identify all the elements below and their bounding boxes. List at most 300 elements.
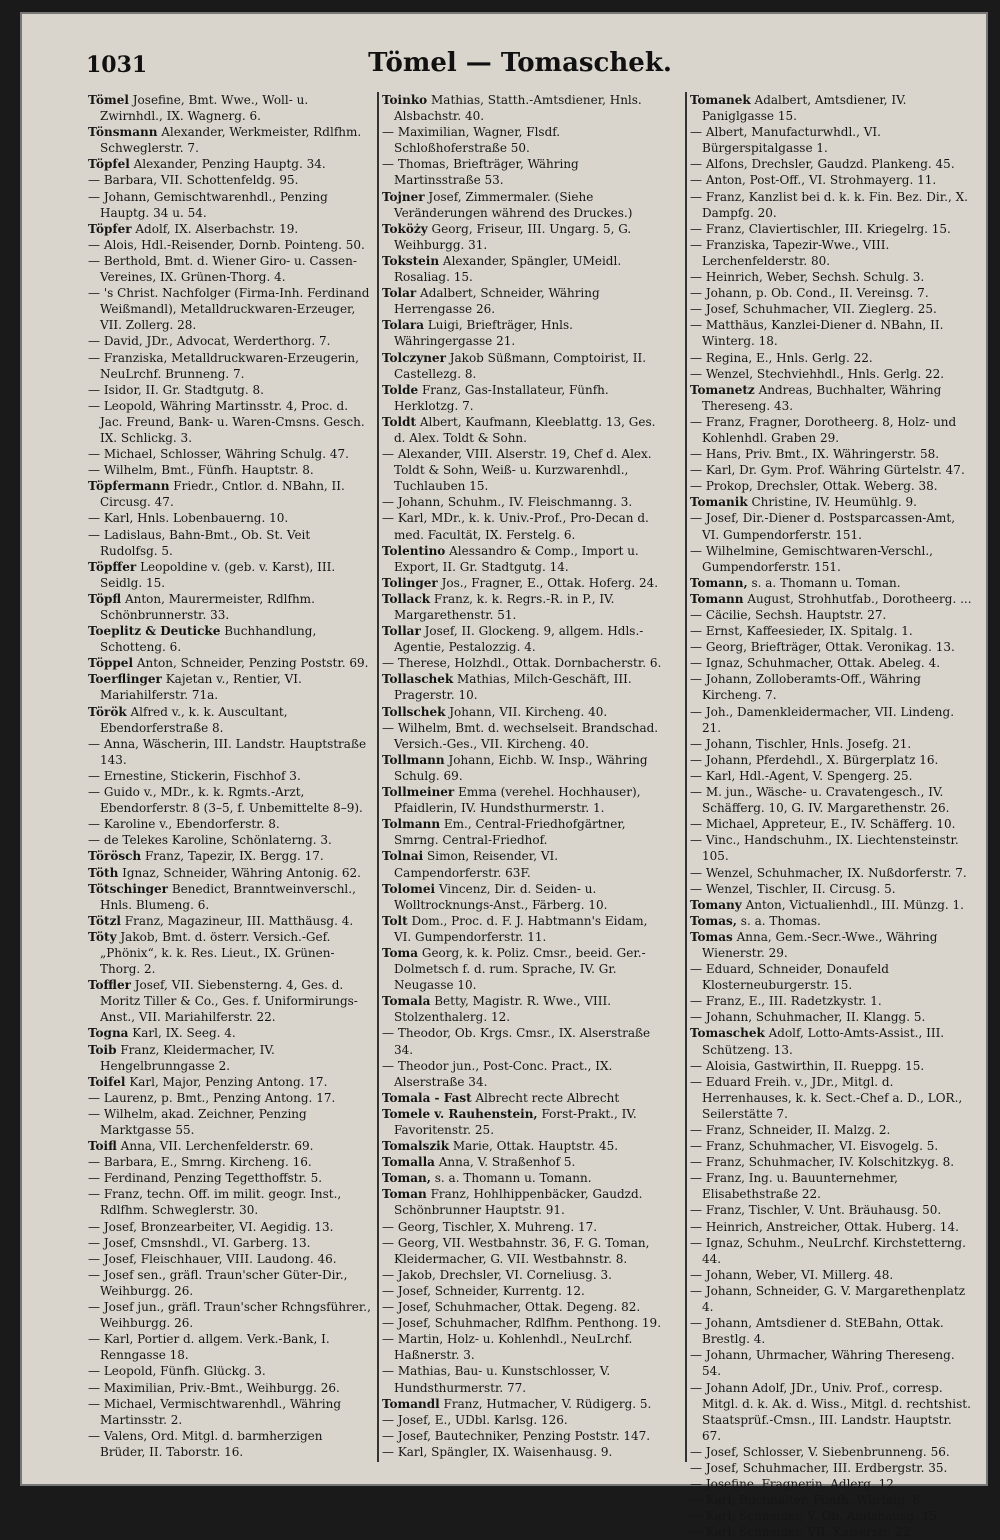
directory-entry [382,317,665,349]
entry-text: — Alexander, VIII. Alserstr. 19, Chef d. Alex. Toldt & Sohn, Weiß- u. Kurzwarenhdl., Tuchlauben 15. [382,447,652,494]
directory-entry [690,301,973,317]
directory-entry [88,929,371,977]
directory-entry [690,1170,973,1202]
entry-text: — Maximilian, Wagner, Flsdf. Schloßhoferstraße 50. [382,125,561,156]
directory-entry [690,221,973,237]
directory-entry [88,1331,371,1363]
directory-entry [690,414,973,446]
entry-text: Ignaz, Schneider, Währing Antonig. 62. [122,865,361,880]
directory-entry [690,816,973,832]
entry-text: — Josef, Schuhmacher, III. Erdbergstr. 35. [690,1460,948,1475]
column-rule [685,92,687,1462]
entry-text: — Berthold, Bmt. d. Wiener Giro- u. Cassen-Vereines, IX. Grünen-Thorg. 4. [88,253,357,285]
entry-text: Forst-Prakt., IV. Favoritenstr. 25. [394,1106,637,1137]
entry-text: Marie, Ottak. Hauptstr. 45. [452,1139,619,1154]
entry-headword: Töpffer [88,559,137,574]
entry-text: — Johann, Pferdehdl., X. Bürgerplatz 16. [690,752,939,767]
entry-text: — Cäcilie, Sechsh. Hauptstr. 27. [690,608,887,622]
directory-entry [690,768,973,784]
entry-text: — Karl, Schneider, V. Ob. Amtshausg. 15. [690,1509,941,1524]
entry-text: — Regina, E., Hnls. Gerlg. 22. [690,350,873,365]
entry-text: — Franziska, Metalldruckwaren-Erzeugerin, NeuLrchf. Brunneng. 7. [88,350,359,381]
directory-entry [382,1058,665,1090]
entry-text: — Johann, Schneider, G. V. Margarethenplatz 4. [690,1283,966,1315]
entry-text: — Martin, Holz- u. Kohlenhdl., NeuLrchf. Haßnerstr. 3. [382,1332,633,1363]
entry-text: Alexander, Werkmeister, Rdlfhm. Schweglerstr. 7. [100,125,362,156]
directory-column-2 [382,92,665,1460]
directory-entry [88,1170,371,1186]
entry-text: — Michael, Schlosser, Währing Schulg. 47. [88,447,349,462]
directory-entry [382,945,665,993]
entry-headword: Tomandl [382,1396,440,1411]
entry-headword: Tomele v. Rauhenstein, [382,1106,538,1121]
directory-entry [690,623,973,639]
entry-text: — Josef, E., UDbl. Karlsg. 126. [382,1412,568,1427]
entry-text: Simon, Reisender, VI. Campendorferstr. 63F. [394,849,559,880]
entry-headword: Töth [88,865,119,880]
directory-entry [88,848,371,864]
directory-entry [382,1106,665,1138]
page-number: 1031 [86,52,148,78]
entry-text: — Georg, Tischler, X. Muhreng. 17. [382,1219,598,1234]
entry-text: — Wilhelmine, Gemischtwaren-Verschl., Gumpendorferstr. 151. [690,543,933,574]
directory-entry [382,285,665,317]
entry-text: — Ignaz, Schuhm., NeuLrchf. Kirchstetterng. 44. [690,1235,966,1266]
entry-text: — Michael, Vermischtwarenhdl., Währing Martinsstr. 2. [88,1396,342,1427]
entry-text: — Franz, Schneider, II. Malzg. 2. [690,1123,891,1137]
entry-headword: Törösch [88,849,142,864]
entry-text: — Franziska, Tapezir-Wwe., VIII. Lerchenfelderstr. 80. [690,237,890,268]
entry-text: — Karl, Buchhalter, Fünfh. Würfelg. 6. [690,1493,924,1508]
entry-text: — Franz, Kanzlist bei d. k. k. Fin. Bez. Dir., X. Dampfg. 20. [690,189,968,220]
directory-entry [88,1074,371,1090]
entry-text: — Barbara, E., Smrng. Kircheng. 16. [88,1155,312,1170]
directory-entry [690,1476,973,1492]
entry-text: — Wenzel, Stechviehhdl., Hnls. Gerlg. 22. [690,366,945,381]
directory-entry [88,333,371,349]
entry-headword: Tojner [382,189,425,204]
entry-text: s. a. Thomann u. Toman. [751,575,901,590]
directory-entry [382,221,665,253]
directory-entry [690,639,973,655]
directory-entry [690,1058,973,1074]
entry-text: Karl, IX. Seeg. 4. [132,1026,236,1041]
entry-text: — Albert, Manufacturwhdl., VI. Bürgerspitalgasse 1. [690,125,881,156]
entry-text: — Wenzel, Tischler, II. Circusg. 5. [690,881,896,896]
directory-entry [690,189,973,221]
entry-text: Friedr., Cntlor. d. NBahn, II. Circusg. 47. [100,479,345,510]
directory-entry [382,92,665,124]
directory-entry [690,736,973,752]
entry-text: — Johann Adolf, JDr., Univ. Prof., corresp. Mitgl. d. k. Ak. d. Wiss., Mitgl. d. rechtshist. Staatsprüf.-Cmsn., III. Landstr. Hauptstr. 67. [690,1380,971,1443]
entry-text: Alexander, Spängler, UMeidl. Rosaliag. 15. [394,253,622,285]
entry-headword: Tomas [690,929,733,944]
entry-headword: Toib [88,1042,117,1057]
entry-text: Josef, VII. Siebensterng. 4, Ges. d. Moritz Tiller & Co., Ges. f. Uniformirungs-Anst., VII. Mariahilferstr. 22. [100,978,358,1025]
directory-entry [88,655,371,671]
directory-entry [382,382,665,414]
directory-entry [690,172,973,188]
entry-text: — Matthäus, Kanzlei-Diener d. NBahn, II. Winterg. 18. [690,318,944,349]
entry-text: Christine, IV. Heumühlg. 9. [751,495,917,510]
entry-text: Vincenz, Dir. d. Seiden- u. Wolltrocknungs-Anst., Färberg. 10. [394,881,608,912]
directory-entry [690,510,973,542]
entry-text: Georg, k. k. Poliz. Cmsr., beeid. Ger.-Dolmetsch f. d. rum. Sprache, IV. Gr. Neugasse 10. [394,945,646,993]
entry-text: — Josef, Bautechniker, Penzing Poststr. 147. [382,1428,651,1443]
entry-text: — Josef, Schuhmacher, VII. Zieglerg. 25. [690,302,937,317]
directory-column-3 [690,92,973,1540]
directory-entry [382,993,665,1025]
entry-text: — Karl, Schneider, VII. Kaiserstr. 22. [690,1525,915,1540]
entry-headword: Tokstein [382,253,440,268]
directory-entry [382,848,665,880]
entry-headword: Toffler [88,978,131,993]
entry-text: Johann, Eichb. W. Insp., Währing Schulg. 69. [394,752,648,783]
directory-entry [88,865,371,881]
entry-text: — Franz, techn. Off. im milit. geogr. Inst., Rdlfhm. Schweglerstr. 30. [88,1187,342,1218]
directory-entry [88,1396,371,1428]
directory-entry [382,881,665,913]
directory-entry [382,156,665,188]
directory-entry [88,768,371,784]
entry-headword: Tolara [382,318,424,333]
directory-entry [382,446,665,494]
entry-text: — Wilhelm, Bmt. d. wechselseit. Brandschad. Versich.-Ges., VII. Kircheng. 40. [382,720,659,751]
entry-headword: Töpfer [88,221,132,236]
entry-text: — Franz, E., III. Radetzkystr. 1. [690,994,882,1009]
entry-text: Albrecht recte Albrecht [475,1090,620,1105]
directory-entry [382,1186,665,1218]
directory-entry [88,156,371,172]
entry-headword: Tomanik [690,495,748,510]
entry-headword: Toman [382,1187,427,1202]
entry-text: s. a. Thomann u. Tomann. [434,1171,592,1186]
directory-entry [382,1299,665,1315]
entry-text: Alfred v., k. k. Auscultant, Ebendorferstraße 8. [100,704,288,735]
directory-entry [382,124,665,156]
entry-headword: Tollmann [382,752,445,767]
entry-text: — Isidor, II. Gr. Stadtgutg. 8. [88,382,264,397]
directory-entry [88,478,371,510]
entry-text: Benedict, Branntweinverschl., Hnls. Blumeng. 6. [100,881,356,912]
entry-headword: Toeplitz & Deuticke [88,624,221,639]
entry-text: Jakob, Bmt. d. österr. Versich.-Gef. „Phönix“, k. k. Res. Lieut., IX. Grünen-Thorg. 2. [100,929,335,977]
entry-text: Andreas, Buchhalter, Währing Thereseng. 43. [702,382,942,413]
directory-entry [382,1283,665,1299]
directory-entry [690,897,973,913]
entry-text: — Josef sen., gräfl. Traun'scher Güter-Dir., Weihburgg. 26. [88,1267,348,1298]
entry-headword: Tolar [382,286,417,301]
directory-entry [382,1363,665,1395]
directory-entry [88,398,371,446]
directory-entry [382,591,665,623]
entry-text: — Heinrich, Anstreicher, Ottak. Huberg. 14. [690,1219,959,1234]
directory-entry [88,1235,371,1251]
entry-headword: Tömel [88,93,129,107]
directory-entry [382,1025,665,1057]
entry-headword: Töty [88,929,117,944]
directory-entry [690,961,973,993]
directory-entry [88,671,371,703]
entry-text: Franz, Hutmacher, V. Rüdigerg. 5. [443,1396,652,1411]
entry-text: — Theodor, Ob. Krgs. Cmsr., IX. Alserstraße 34. [382,1026,651,1057]
entry-text: — Johann, Gemischtwarenhdl., Penzing Hauptg. 34 u. 54. [88,189,328,220]
entry-text: — Barbara, VII. Schottenfeldg. 95. [88,173,299,188]
directory-entry [690,1508,973,1524]
entry-text: — de Telekes Karoline, Schönlaterng. 3. [88,833,332,848]
directory-entry [382,623,665,655]
entry-text: — Johann, p. Ob. Cond., II. Vereinsg. 7. [690,286,929,301]
entry-headword: Toköży [382,221,428,236]
entry-text: — Eduard, Schneider, Donaufeld Klosterneuburgerstr. 15. [690,962,889,993]
entry-text: — Hans, Priv. Bmt., IX. Währingerstr. 58. [690,447,940,462]
column-rule [377,92,379,1462]
entry-text: — Michael, Appreteur, E., IV. Schäfferg. 10. [690,817,956,832]
directory-entry [382,784,665,816]
entry-text: Johann, VII. Kircheng. 40. [449,704,608,719]
directory-entry [382,1154,665,1170]
entry-text: Adalbert, Amtsdiener, IV. Paniglgasse 15. [702,93,907,124]
entry-headword: Török [88,704,127,719]
directory-entry [382,1090,665,1106]
entry-text: — Franz, Schuhmacher, IV. Kolschitzkyg. 8. [690,1155,955,1170]
directory-entry [690,317,973,349]
entry-headword: Toerflinger [88,672,162,687]
directory-entry [88,1138,371,1154]
directory-entry [88,1090,371,1106]
entry-text: — 's Christ. Nachfolger (Firma-Inh. Ferdinand Weißmandl), Metalldruckwaren-Erzeuger, VII. Zollerg. 28. [88,286,370,333]
entry-text: Jos., Fragner, E., Ottak. Hoferg. 24. [441,575,659,590]
entry-text: — Josef, Schneider, Kurrentg. 12. [382,1283,585,1298]
entry-headword: Tomas, [690,913,737,928]
entry-text: — Josef, Cmsnshdl., VI. Garberg. 13. [88,1235,311,1250]
directory-entry [690,92,973,124]
directory-entry [382,704,665,720]
directory-entry [88,462,371,478]
entry-text: — Josef jun., gräfl. Traun'scher Rchngsführer., Weihburgg. 26. [88,1300,371,1331]
directory-entry [382,1315,665,1331]
entry-text: — Johann, Amtsdiener d. StEBahn, Ottak. Brestlg. 4. [690,1316,944,1347]
directory-entry [88,446,371,462]
entry-headword: Tönsmann [88,125,158,140]
entry-text: — Wilhelm, akad. Zeichner, Penzing Marktgasse 55. [88,1106,307,1137]
directory-entry [88,559,371,591]
directory-entry [88,1428,371,1460]
entry-headword: Töppel [88,656,133,671]
entry-text: — Maximilian, Priv.-Bmt., Weihburgg. 26. [88,1380,340,1395]
directory-entry [690,285,973,301]
entry-headword: Tomalszik [382,1139,450,1154]
directory-entry [88,1219,371,1235]
entry-text: — Prokop, Drechsler, Ottak. Weberg. 38. [690,479,938,494]
entry-headword: Tollack [382,591,431,606]
directory-entry [382,414,665,446]
directory-entry [382,1170,665,1186]
directory-entry [382,543,665,575]
directory-entry [88,1380,371,1396]
entry-headword: Tomalla [382,1155,435,1170]
entry-text: — Johann, Schuhm., IV. Fleischmanng. 3. [382,495,633,510]
directory-entry [88,704,371,736]
entry-text: Franz, Tapezir, IX. Bergg. 17. [144,849,324,864]
entry-headword: Tollar [382,624,421,639]
directory-entry [88,172,371,188]
entry-text: Anton, Maurermeister, Rdlfhm. Schönbrunnerstr. 33. [100,591,315,622]
directory-entry [88,913,371,929]
directory-entry [690,1219,973,1235]
directory-entry [690,1138,973,1154]
directory-entry [690,1122,973,1138]
directory-entry [690,575,973,591]
directory-entry [382,752,665,784]
directory-entry [690,1492,973,1508]
entry-headword: Tomann [690,591,744,606]
directory-entry [88,1363,371,1379]
entry-headword: Tolnai [382,849,424,864]
directory-entry [382,1444,665,1460]
directory-entry [690,1025,973,1057]
entry-headword: Toma [382,945,419,960]
entry-text: Josefine, Bmt. Wwe., Woll- u. Zwirnhdl., IX. Wagnerg. 6. [100,93,309,124]
directory-entry [690,591,973,607]
entry-headword: Tomala [382,994,431,1009]
directory-entry [690,865,973,881]
directory-entry [88,510,371,526]
directory-entry [88,1251,371,1267]
directory-entry [690,1074,973,1122]
entry-text: Mathias, Milch-Geschäft, III. Pragerstr. 10. [394,672,632,703]
entry-headword: Toifl [88,1139,117,1154]
directory-entry [382,671,665,703]
entry-text: — Josef, Schuhmacher, Ottak. Degeng. 82. [382,1300,641,1315]
entry-text: — Karl, Portier d. allgem. Verk.-Bank, I. Renngasse 18. [88,1332,330,1363]
directory-entry [382,1331,665,1363]
directory-entry [690,124,973,156]
entry-text: Em., Central-Friedhofgärtner, Smrng. Central-Friedhof. [394,817,626,848]
entry-text: Anna, VII. Lerchenfelderstr. 69. [120,1139,314,1154]
entry-text: — Vinc., Handschuhm., IX. Liechtensteinstr. 105. [690,833,959,864]
entry-text: — Karl, Hnls. Lobenbauerng. 10. [88,511,289,526]
entry-text: Anna, V. Straßenhof 5. [438,1155,576,1170]
entry-text: — Therese, Holzhdl., Ottak. Dornbacherstr. 6. [382,656,662,671]
entry-text: Mathias, Statth.-Amtsdiener, Hnls. Alsbachstr. 40. [394,93,642,124]
directory-entry [88,623,371,655]
entry-headword: Tomaschek [690,1026,765,1041]
entry-headword: Tötzl [88,913,121,928]
entry-text: — Heinrich, Weber, Sechsh. Schulg. 3. [690,270,925,285]
entry-text: Franz, Kleidermacher, IV. Hengelbrunngasse 2. [100,1042,275,1073]
entry-text: Karl, Major, Penzing Antong. 17. [129,1074,328,1089]
entry-text: — Alois, Hdl.-Reisender, Dornb. Pointeng. 50. [88,237,365,252]
entry-headword: Tolczyner [382,350,446,365]
entry-text: — Karl, Dr. Gym. Prof. Währing Gürtelstr. 47. [690,463,965,478]
directory-entry [382,1428,665,1444]
directory-entry [690,881,973,897]
entry-text: Alexander, Penzing Hauptg. 34. [133,157,326,172]
directory-entry [690,1202,973,1218]
directory-entry [690,237,973,269]
entry-text: — Joh., Damenkleidermacher, VII. Lindeng. 21. [690,704,955,735]
directory-entry [690,269,973,285]
directory-entry [690,1444,973,1460]
directory-entry [382,655,665,671]
directory-entry [690,1315,973,1347]
entry-text: — Wenzel, Schuhmacher, IX. Nußdorferstr. 7. [690,865,967,880]
running-head: Tömel — Tomaschek. [368,48,672,78]
directory-entry [690,1460,973,1476]
entry-text: August, Strohhutfab., Dorotheerg. ... [747,591,972,606]
entry-text: — Mathias, Bau- u. Kunstschlosser, V. Hundsthurmerstr. 77. [382,1364,611,1395]
entry-text: Jakob Süßmann, Comptoirist, II. Castellezg. 8. [394,350,647,381]
directory-entry [382,720,665,752]
directory-entry [88,1106,371,1138]
directory-entry [382,1267,665,1283]
directory-entry [690,1154,973,1170]
entry-text: — Anton, Post-Off., VI. Strohmayerg. 11. [690,173,937,188]
directory-entry [88,1154,371,1170]
directory-entry [690,1009,973,1025]
entry-text: — M. jun., Wäsche- u. Cravatengesch., IV. Schäfferg. 10, G. IV. Margarethenstr. 26. [690,785,950,816]
directory-entry [382,350,665,382]
entry-text: Adolf, Lotto-Amts-Assist., III. Schützeng. 13. [702,1026,945,1057]
entry-text: — Leopold, Währing Martinsstr. 4, Proc. d. Jac. Freund, Bank- u. Waren-Cmsns. Gesch. IX. Schlickg. 3. [88,398,365,445]
directory-entry [690,993,973,1009]
entry-text: — Josefine, Fragnerin, Adlerg. 12. [690,1477,898,1492]
directory-entry [382,1219,665,1235]
directory-entry [690,478,973,494]
entry-text: — Theodor jun., Post-Conc. Pract., IX. Alserstraße 34. [382,1058,613,1089]
entry-text: — Karl, MDr., k. k. Univ.-Prof., Pro-Decan d. med. Facultät, IX. Ferstelg. 6. [382,511,649,542]
directory-entry [690,462,973,478]
directory-entry [88,977,371,1025]
entry-text: Luigi, Briefträger, Hnls. Währingergasse 21. [394,318,573,349]
entry-headword: Tomany [690,897,742,912]
entry-headword: Togna [88,1026,129,1041]
directory-entry [382,1396,665,1412]
entry-text: — Josef, Bronzearbeiter, VI. Aegidig. 13. [88,1219,334,1234]
entry-text: Buchhandlung, Schotteng. 6. [100,624,317,655]
entry-text: — Wilhelm, Bmt., Fünfh. Hauptstr. 8. [88,463,314,478]
entry-text: Kajetan v., Rentier, VI. Mariahilferstr. 71a. [100,672,302,703]
directory-entry [382,816,665,848]
entry-text: — Ernst, Kaffeesieder, IX. Spitalg. 1. [690,624,913,639]
entry-text: — Josef, Schlosser, V. Siebenbrunneng. 56. [690,1444,950,1459]
entry-text: — Valens, Ord. Mitgl. d. barmherzigen Brüder, II. Taborstr. 16. [88,1428,323,1459]
entry-headword: Toldt [382,414,417,429]
entry-text: — Josef, Schuhmacher, Rdlfhm. Penthong. 19. [382,1316,662,1331]
entry-text: Franz, Magazineur, III. Matthäusg. 4. [124,913,354,928]
entry-headword: Toinko [382,93,428,107]
entry-text: Josef, II. Glockeng. 9, allgem. Hdls.-Agentie, Pestalozzig. 4. [394,624,644,655]
directory-entry [88,253,371,285]
directory-entry [88,92,371,124]
entry-text: Anna, Gem.-Secr.-Wwe., Währing Wienerstr. 29. [702,929,938,960]
entry-text: — Franz, Schuhmacher, VI. Eisvogelg. 5. [690,1139,939,1154]
directory-entry [690,382,973,414]
directory-entry [88,1042,371,1074]
directory-entry [690,366,973,382]
entry-text: Dom., Proc. d. F. J. Habtmann's Eidam, VI. Gumpendorferstr. 11. [394,913,648,944]
directory-entry [88,189,371,221]
entry-text: — Josef, Dir.-Diener d. Postsparcassen-Amt, VI. Gumpendorferstr. 151. [690,511,956,542]
directory-entry [690,607,973,623]
entry-text: — Anna, Wäscherin, III. Landstr. Hauptstraße 143. [88,736,367,767]
entry-text: Georg, Friseur, III. Ungarg. 5, G. Weihburgg. 31. [394,221,632,252]
entry-text: — Aloisia, Gastwirthin, II. Rueppg. 15. [690,1058,925,1073]
directory-entry [88,1299,371,1331]
directory-entry [690,350,973,366]
entry-headword: Töpfel [88,157,130,172]
